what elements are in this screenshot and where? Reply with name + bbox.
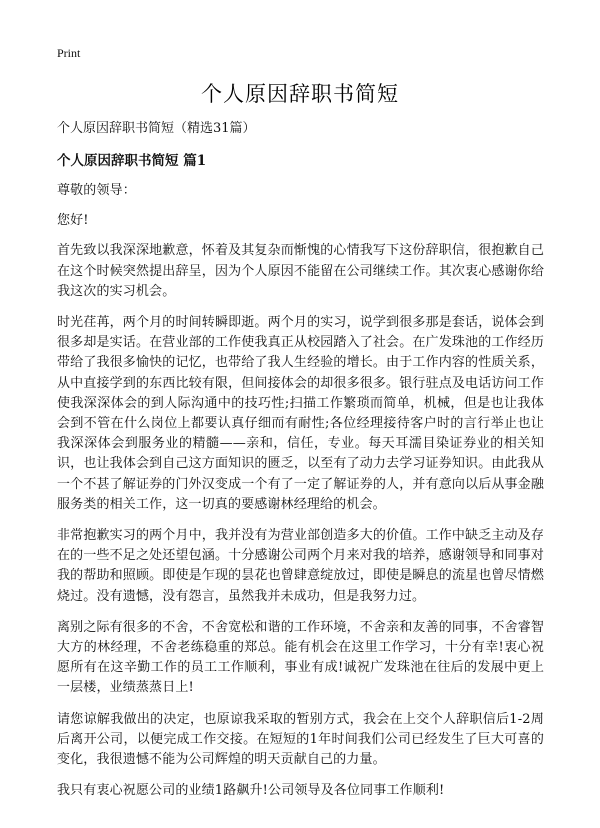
document-title: 个人原因辞职书简短: [201, 82, 399, 106]
greeting: 您好!: [57, 213, 89, 229]
salutation: 尊敬的领导：: [57, 183, 136, 198]
paragraph-2: 时光荏苒，两个月的时间转瞬即逝。两个月的实习，说学到很多那是套话，说体会到很多却是实话。在营业部的工作使我真正从校园踏入了社会。在广发珠池的工作经历带给了我很多愉快的记忆，也带给了我人生经验的增长。由于工作内容的性质关系，从中直接学到的东西比较有限，但间接体会的却很多很多。银行驻点及电话访问工作使我深深体会的到人际沟通中的技巧性;扫描工作繁琐而简单，机械，但是也让我体会到不管在什么岗位上都要认真仔细而有耐性;各位经理接待客户时的言行举止也让我深深体会到服务业的精髓——亲和，信任，专业。每天耳濡目染证券业的相关知识，也让我体会到自己这方面知识的匮乏，以至有了动力去学习证券知识。由此我从一个不甚了解证券的门外汉变成一个有了一定了解证券的人，并有意向以后从事金融服务类的相关工作，这一切真的要感谢林经理给的机会。: [57, 315, 544, 512]
paragraph-5: 请您谅解我做出的决定，也原谅我采取的暂别方式，我会在上交个人辞职信后1-2周后离开公司，以便完成工作交接。在短短的1年时间我们公司已经发生了巨大可喜的变化，我很遗憾不能为公司辉煌的明天贡献自己的力量。: [57, 711, 544, 768]
document-subtitle: 个人原因辞职书简短（精选31篇）: [57, 121, 256, 136]
print-label[interactable]: Print: [57, 46, 81, 60]
section-heading: 个人原因辞职书简短 篇1: [57, 153, 207, 169]
document-body: [57, 119, 544, 812]
paragraph-6: 我只有衷心祝愿公司的业绩1路飙升!公司领导及各位同事工作顺利!: [57, 783, 445, 799]
paragraph-1: 首先致以我深深地歉意，怀着及其复杂而惭愧的心情我写下这份辞职信，很抱歉自己在这个时候突然提出辞呈，因为个人原因不能留在公司继续工作。其次衷心感谢你给我这次的实习机会。: [57, 243, 544, 299]
paragraph-3: 非常抱歉实习的两个月中，我并没有为营业部创造多大的价值。工作中缺乏主动及存在的一些不足之处还望包涵。十分感谢公司两个月来对我的培养，感谢领导和同事对我的帮助和照顾。即使是乍现的昙花也曾肆意绽放过，即使是瞬息的流星也曾尽情燃烧过。没有遗憾，没有怨言，虽然我并未成功，但是我努力过。: [57, 528, 544, 604]
paragraph-4: 离别之际有很多的不舍，不舍宽松和谐的工作环境，不舍亲和友善的同事，不舍睿智大方的林经理，不舍老练稳重的郑总。能有机会在这里工作学习，十分有幸!衷心祝愿所有在这辛勤工作的员工工作顺利，事业有成!诚祝广发珠池在往后的发展中更上一层楼，业绩蒸蒸日上!: [57, 619, 544, 696]
